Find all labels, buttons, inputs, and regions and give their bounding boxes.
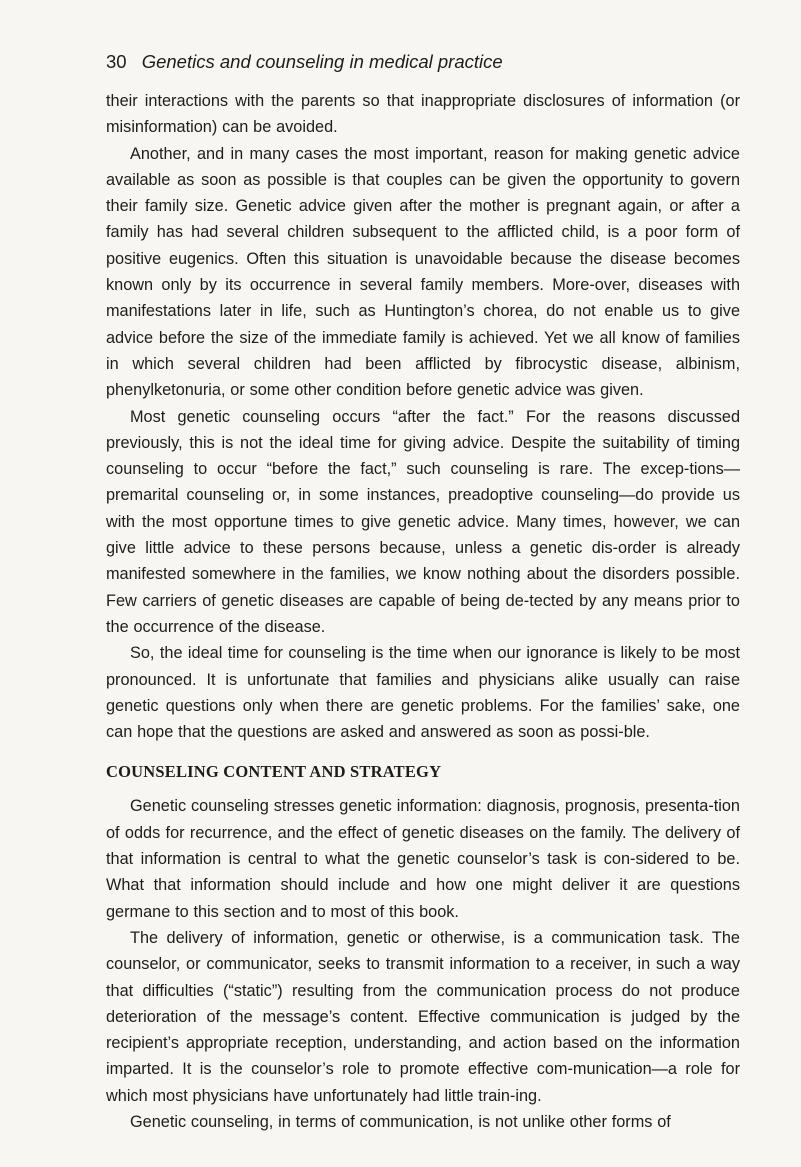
- paragraph: their interactions with the parents so that inappropriate disclosures of information (or misinformation) can be avoided.: [106, 92, 740, 137]
- paragraph: Genetic counseling, in terms of communication, is not unlike other forms of: [130, 1112, 671, 1131]
- paragraph: Genetic counseling stresses genetic information: diagnosis, prognosis, presenta-tion of odds for recurrence, and the effect of genetic diseases on the family. The delivery of that information is central to what the genetic counselor’s task is con-sidered to be. What that information should include and how one might deliver it are questions germane to this section and to most of this book.: [106, 797, 740, 921]
- paragraph: So, the ideal time for counseling is the time when our ignorance is likely to be most pronounced. It is unfortunate that families and physicians alike usually can raise genetic questions only when there are genetic problems. For the families’ sake, one can hope that the questions are asked and answered as soon as possi-ble.: [106, 644, 740, 742]
- paragraph: Another, and in many cases the most important, reason for making genetic advice available as soon as possible is that couples can be given the opportunity to govern their family size. Genetic advice given after the mother is pregnant again, or after a family has had several children subsequent to the afflicted child, is a poor form of positive eugenics. Often this situation is unavoidable because the disease becomes known only by its occurrence in several family members. More-over, diseases with manifestations later in life, such as Huntington’s chorea, do not enable us to give advice before the size of the immediate family is achieved. Yet we all know of families in which several children had been afflicted by fibrocystic disease, albinism, phenylketonuria, or some other condition before genetic advice was given.: [106, 144, 740, 400]
- running-title: Genetics and counseling in medical practice: [141, 51, 503, 72]
- section-heading: COUNSELING CONTENT AND STRATEGY: [106, 762, 442, 782]
- body-text-before-heading: [106, 88, 740, 745]
- running-head: [106, 50, 740, 74]
- page-number: 30: [106, 51, 127, 72]
- book-page: [106, 50, 740, 1135]
- paragraph: Most genetic counseling occurs “after the fact.” For the reasons discussed previously, this is not the ideal time for giving advice. Despite the suitability of timing counseling to occur “before the fact,” such counseling is rare. The excep-tions—premarital counseling or, in some instances, preadoptive counseling—do provide us with the most opportune times to give genetic advice. Many times, however, we can give little advice to these persons because, unless a genetic dis-order is already manifested somewhere in the families, we know nothing about the disorders possible. Few carriers of genetic diseases are capable of being de-tected by any means prior to the occurrence of the disease.: [106, 407, 740, 636]
- paragraph: The delivery of information, genetic or otherwise, is a communication task. The counselor, or communicator, seeks to transmit information to a receiver, in such a way that difficulties (“static”) resulting from the communication process do not produce deterioration of the message’s content. Effective communication is judged by the recipient’s appropriate reception, understanding, and action based on the information imparted. It is the counselor’s role to promote effective com-munication—a role for which most physicians have unfortunately had little train-ing.: [106, 928, 740, 1105]
- body-text-after-heading: [106, 793, 740, 1135]
